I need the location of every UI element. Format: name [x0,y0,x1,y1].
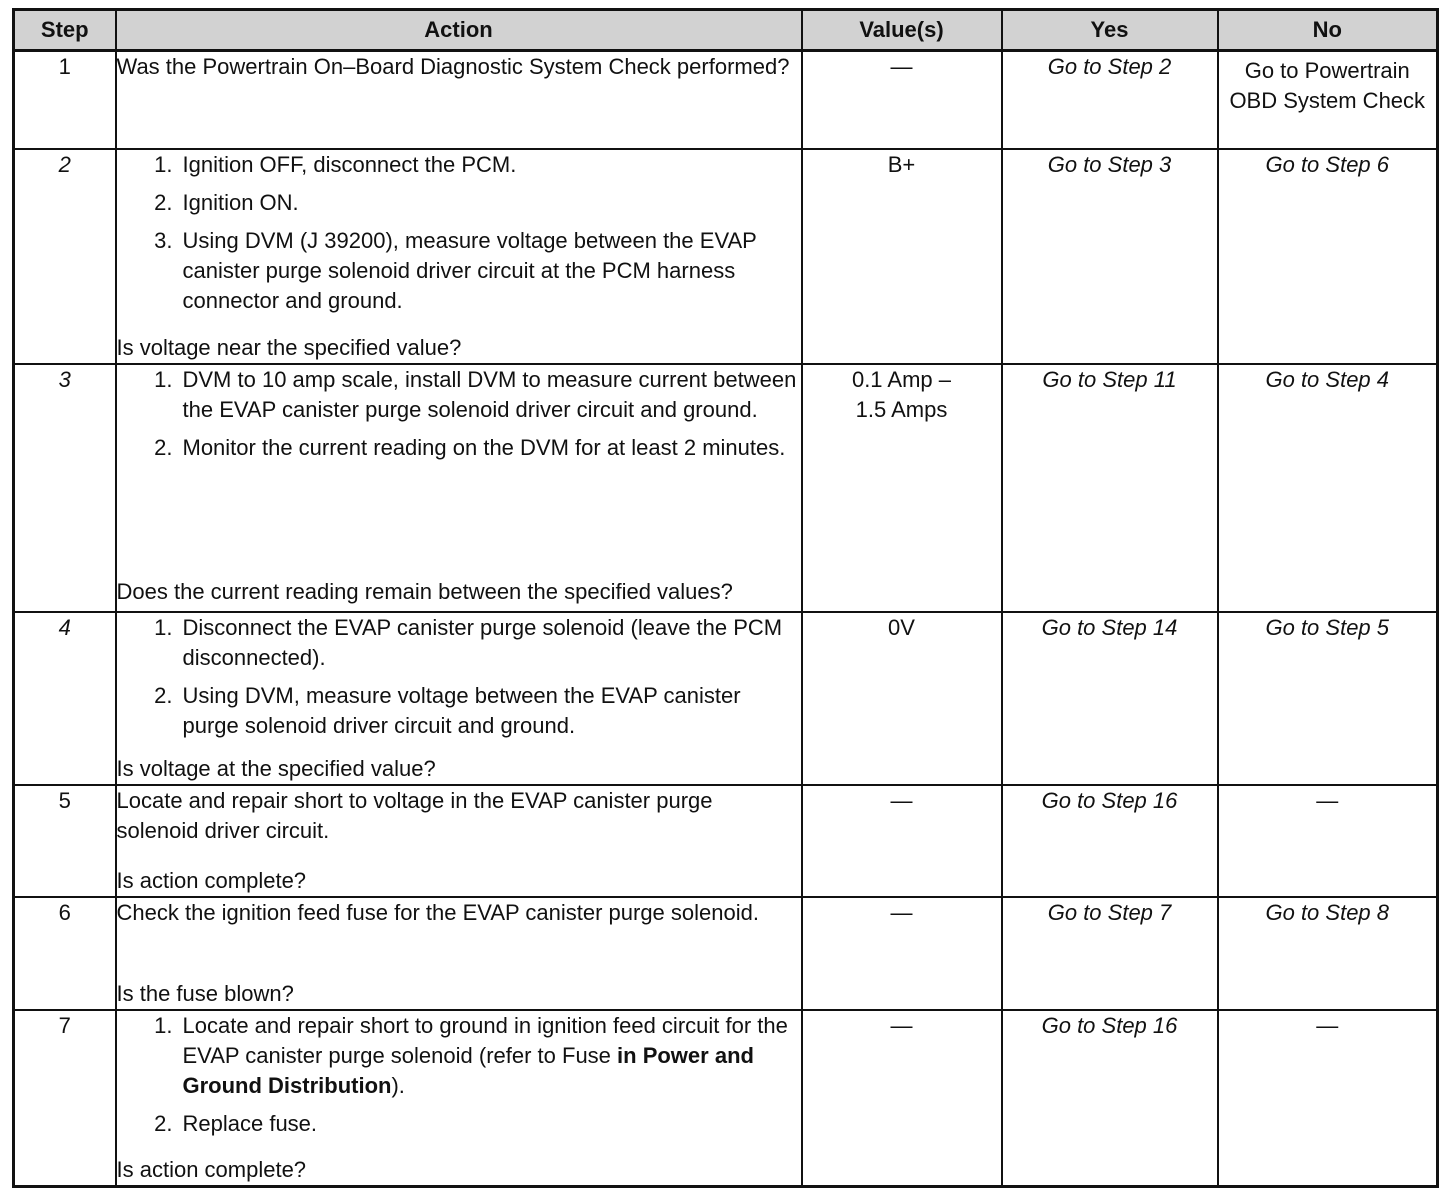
step-number: 5 [14,785,116,897]
yes-cell: Go to Step 16 [1002,785,1218,897]
table-row [14,149,1438,364]
header-yes: Yes [1002,10,1218,51]
list-item: 2. Using DVM, measure voltage between the EVAP canister purge solenoid driver circuit and ground. [154,683,741,739]
header-row [14,10,1438,51]
action-question: Is the fuse blown? [116,980,294,1006]
step-number: 6 [14,897,116,1009]
step-number: 4 [14,612,116,785]
yes-cell: Go to Step 7 [1002,897,1218,1009]
table-row [14,51,1438,149]
value-cell: — [802,51,1002,149]
value-cell: — [802,1010,1002,1187]
list-item: 2. Replace fuse. [154,1110,318,1136]
action-question: Does the current reading remain between the specified values? [116,579,733,605]
action-text: Check the ignition feed fuse for the EVAP canister purge solenoid. [116,900,759,926]
step-number: 3 [14,364,116,613]
table-row [14,897,1438,1009]
value-cell: B+ [802,149,1002,364]
list-item: 2. Ignition ON. [154,189,299,215]
reference-link-text: in Power and Ground Distribution [182,1042,754,1098]
list-item: 1. Disconnect the EVAP canister purge solenoid (leave the PCM disconnected). [154,615,783,671]
step-number: 1 [14,51,116,149]
value-cell: 0V [802,612,1002,785]
list-item: 2. Monitor the current reading on the DVM for at least 2 minutes. [154,434,786,460]
no-cell: Go to Step 8 [1218,897,1438,1009]
action-question: Is voltage at the specified value? [116,756,436,782]
table-row [14,364,1438,613]
list-item: 1. DVM to 10 amp scale, install DVM to measure current between the EVAP canister purge solenoid driver circuit and ground. [154,366,797,422]
no-cell: Go to Step 4 [1218,364,1438,613]
step-number: 7 [14,1010,116,1187]
no-cell: Go to Step 5 [1218,612,1438,785]
action-cell [116,149,802,364]
list-item: 3. Using DVM (J 39200), measure voltage between the EVAP canister purge solenoid driver circuit at the PCM harness connector and ground. [154,227,757,313]
table-row [14,785,1438,897]
value-cell [802,364,1002,613]
header-values: Value(s) [802,10,1002,51]
action-question: Is action complete? [116,868,307,894]
list-item: 1. Ignition OFF, disconnect the PCM. [154,151,517,177]
action-cell [116,897,802,1009]
step-number: 2 [14,149,116,364]
yes-cell: Go to Step 14 [1002,612,1218,785]
yes-cell: Go to Step 11 [1002,364,1218,613]
diagnostic-table [12,8,1439,1188]
action-question: Is voltage near the specified value? [116,334,462,360]
list-item: 1. Locate and repair short to ground in ignition feed circuit for the EVAP canister purge solenoid (refer to Fuse in Power and Ground Distribution). [154,1012,788,1098]
table-row [14,1010,1438,1187]
yes-cell: Go to Step 3 [1002,149,1218,364]
no-cell: Go to Powertrain OBD System Check [1218,51,1438,149]
action-cell [116,785,802,897]
header-step: Step [14,10,116,51]
action-cell [116,1010,802,1187]
yes-cell: Go to Step 16 [1002,1010,1218,1187]
action-cell [116,612,802,785]
header-action: Action [116,10,802,51]
action-cell [116,364,802,613]
no-cell: — [1218,1010,1438,1187]
action-text: Locate and repair short to voltage in the EVAP canister purge solenoid driver circuit. [116,788,713,844]
no-cell: — [1218,785,1438,897]
action-cell [116,51,802,149]
yes-cell: Go to Step 2 [1002,51,1218,149]
value-text: 0.1 Amp – 1.5 Amps [851,366,952,422]
table-row [14,612,1438,785]
diagnostic-sheet [12,8,1436,1188]
header-no: No [1218,10,1438,51]
action-question: Is action complete? [116,1157,307,1182]
value-cell: — [802,785,1002,897]
value-cell: — [802,897,1002,1009]
no-cell: Go to Step 6 [1218,149,1438,364]
action-text: Was the Powertrain On–Board Diagnostic System Check performed? [116,54,790,79]
